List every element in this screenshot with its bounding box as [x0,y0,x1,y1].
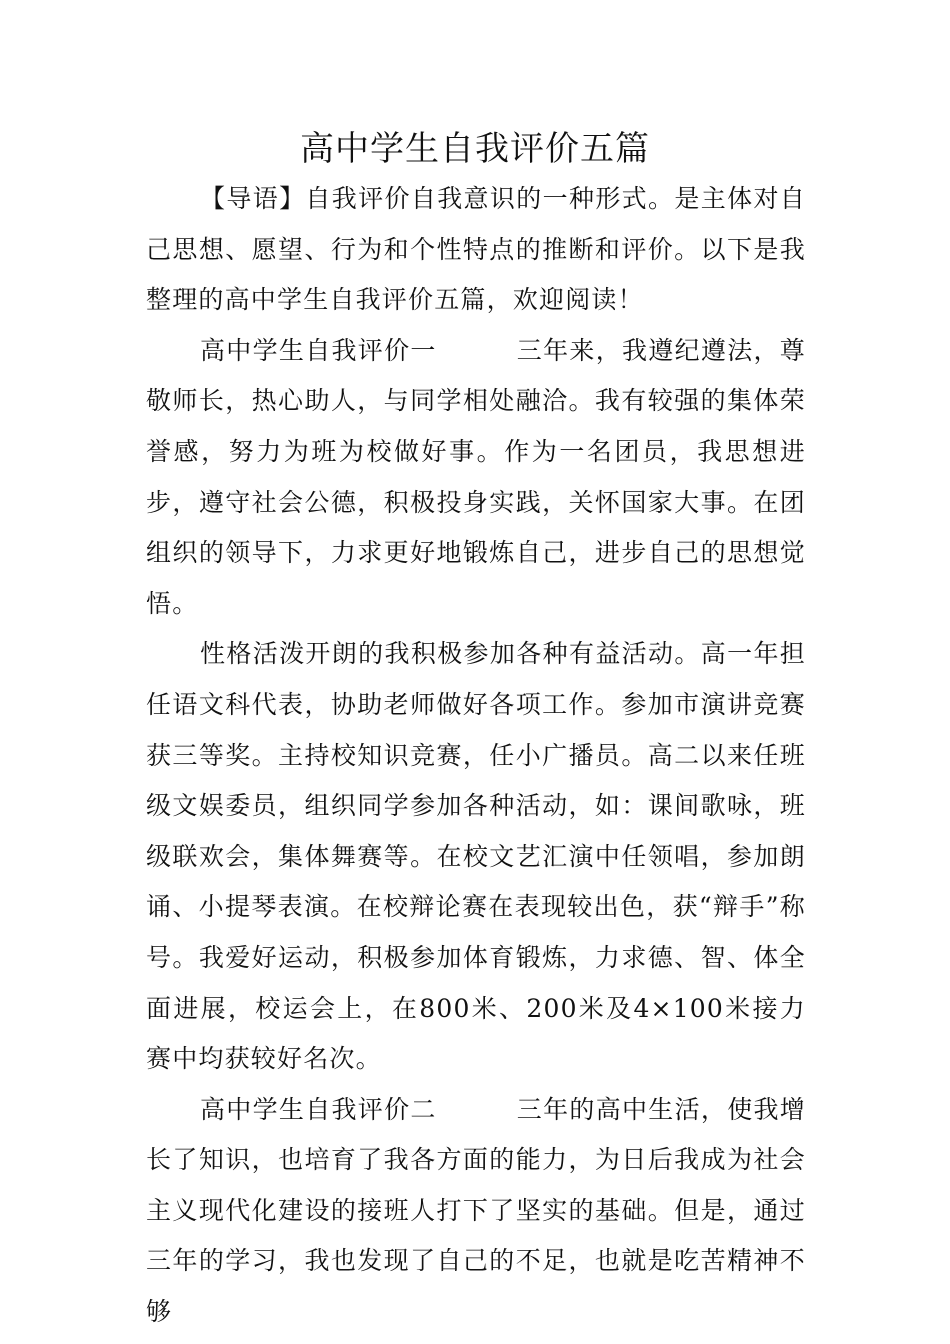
paragraph-text: 【导语】自我评价自我意识的一种形式。是主体对自己思想、愿望、行为和个性特点的推断和评价。以下是我整理的高中学生自我评价五篇，欢迎阅读！ [146,184,806,315]
paragraph-text: 三年的高中生活，使我增长了知识，也培育了我各方面的能力，为日后我成为社会主义现代化建设的接班人打下了坚实的基础。但是，通过三年的学习，我也发现了自己的不足，也就是吃苦精神不够 [146,1094,806,1327]
section-heading: 高中学生自我评价二 [200,1094,437,1124]
section-two-paragraph [146,1085,806,1338]
document-body [146,174,806,1338]
intro-paragraph [146,174,806,326]
section-one-paragraph [146,326,806,630]
paragraph-text: 性格活泼开朗的我积极参加各种有益活动。高一年担任语文科代表，协助老师做好各项工作。参加市演讲竞赛获三等奖。主持校知识竞赛，任小广播员。高二以来任班级文娱委员，组织同学参加各种活动，如：课间歌咏，班级联欢会，集体舞赛等。在校文艺汇演中任领唱，参加朗诵、小提琴表演。在校辩论赛在表现较出色，获“辩手”称号。我爱好运动，积极参加体育锻炼，力求德、智、体全面进展，校运会上，在800米、200米及4×100米接力赛中均获较好名次。 [146,639,806,1074]
activities-paragraph [146,629,806,1084]
document-title: 高中学生自我评价五篇 [300,129,650,169]
section-heading: 高中学生自我评价一 [200,335,437,365]
paragraph-text: 三年来，我遵纪遵法，尊敬师长，热心助人，与同学相处融洽。我有较强的集体荣誉感，努力为班为校做好事。作为一名团员，我思想进步，遵守社会公德，积极投身实践，关怀国家大事。在团组织的领导下，力求更好地锻炼自己，进步自己的思想觉悟。 [146,335,806,618]
